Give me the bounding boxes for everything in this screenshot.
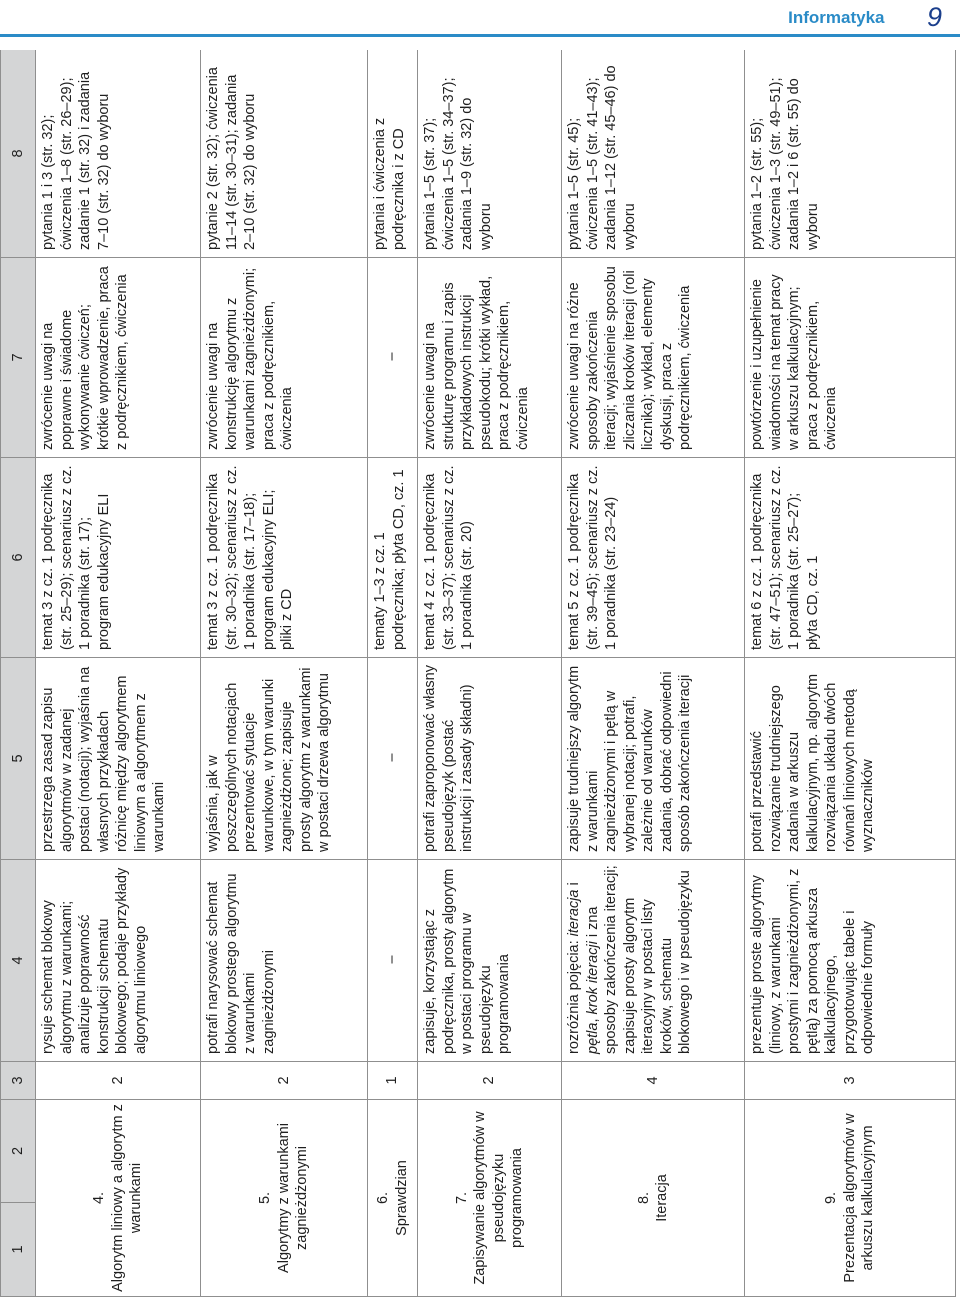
methods-cell: zwrócenie uwagi na poprawne i świadome wykonywanie ćwiczeń; krótkie wprowadzenie, praca z podręcznikiem, ćwiczenia <box>36 258 201 458</box>
hours-cell: 4 <box>562 1062 745 1100</box>
column-header: 8 <box>1 50 36 258</box>
topic-cell <box>562 1100 745 1297</box>
curriculum-table <box>0 50 956 1297</box>
hours-cell: 2 <box>418 1062 562 1100</box>
table-row <box>201 50 368 1297</box>
hours-cell: 3 <box>745 1062 956 1100</box>
topic-cell <box>418 1100 562 1297</box>
requirements-basic-cell: potrafi narysować schemat blokowy prostego algorytmu z warunkami zagnieżdżonymi <box>201 860 368 1062</box>
hours-cell: 2 <box>201 1062 368 1100</box>
requirements-basic-cell: – <box>368 860 418 1062</box>
page-header <box>788 2 942 36</box>
methods-cell: – <box>368 258 418 458</box>
requirements-basic-cell <box>562 860 745 1062</box>
materials-cell: temat 5 z cz. 1 podręcznika (str. 39–45); scenariusz z cz. 1 poradnika (str. 23–24) <box>562 458 745 658</box>
lesson-topic: Algorytmy z warunkami zagnieżdżonymi <box>275 1123 311 1273</box>
rotated-table-container <box>0 50 960 1299</box>
lesson-topic: Sprawdzian <box>393 1160 410 1236</box>
column-header: 7 <box>1 258 36 458</box>
text: i <box>566 882 582 890</box>
text: , <box>584 1018 601 1023</box>
tasks-cell: pytania 1–5 (str. 37); ćwiczenia 1–5 (str. 34–37); zadania 1–9 (str. 32) do wyboru <box>418 50 562 258</box>
text: rozróżnia pojęcia: <box>566 940 582 1054</box>
term: pętla <box>584 1022 601 1054</box>
tasks-cell: pytania 1 i 3 (str. 32); ćwiczenia 1–8 (str. 26–29); zadanie 1 (str. 32) i zadania 7–10 (str. 32) do wyboru <box>36 50 201 258</box>
requirements-basic-cell: prezentuje proste algorytmy (liniowy, z warunkami prostymi i zagnieżdżonymi, z pętlą) za pomocą arkusza kalkulacyjnego, przygotowując tabele i odpowiednie formuły <box>745 860 956 1062</box>
hours-cell: 2 <box>36 1062 201 1100</box>
header-rule <box>0 34 960 37</box>
lesson-number: 6. <box>375 1191 391 1205</box>
topic-cell <box>368 1100 418 1297</box>
materials-cell: temat 3 z cz. 1 podręcznika (str. 30–32); scenariusz z cz. 1 poradnika (str. 17–18); program edukacyjny ELI; pliki z CD <box>201 458 368 658</box>
lesson-topic: Algorytm liniowy a algorytm z warunkami <box>109 1104 145 1292</box>
topic-cell <box>201 1100 368 1297</box>
text: i zna sposoby zakończenia iteracji; zapisuje prosty algorytm iteracyjny w postaci listy kroków, schematu blokowego i w pseudojęzyku <box>584 865 693 1054</box>
requirements-extended-cell: wyjaśnia, jak w poszczególnych notacjach prezentować sytuacje warunkowe, w tym warunki zagnieżdżone; zapisuje prosty algorytm z warunkami w postaci drzewa algorytmu <box>201 658 368 860</box>
tasks-cell: pytania i ćwiczenia z podręcznika i z CD <box>368 50 418 258</box>
materials-cell: tematy 1–3 z cz. 1 podręcznika; płyta CD, cz. 1 <box>368 458 418 658</box>
materials-cell: temat 6 z cz. 1 podręcznika (str. 47–51); scenariusz z cz. 1 poradnika (str. 25–27); płyta CD, cz. 1 <box>745 458 956 658</box>
topic-cell <box>36 1100 201 1297</box>
requirements-extended-cell: potrafi zaproponować własny pseudojęzyk (postać instrukcji i zasady składni) <box>418 658 562 860</box>
lesson-topic: Zapisywanie algorytmów w pseudojęzyku programowania <box>472 1111 525 1285</box>
column-header: 1 <box>1 1203 36 1297</box>
topic-cell <box>745 1100 956 1297</box>
tasks-cell: pytania 1–5 (str. 45); ćwiczenia 1–5 (str. 41–43); zadania 1–12 (str. 45–46) do wyboru <box>562 50 745 258</box>
table-row <box>418 50 562 1297</box>
header-title: Informatyka <box>788 8 885 27</box>
column-header: 5 <box>1 658 36 860</box>
column-header: 3 <box>1 1062 36 1100</box>
hours-cell: 1 <box>368 1062 418 1100</box>
lesson-number: 8. <box>635 1191 652 1205</box>
table-row <box>745 50 956 1297</box>
tasks-cell: pytanie 2 (str. 32); ćwiczenia 11–14 (str. 30–31); zadania 2–10 (str. 32) do wyboru <box>201 50 368 258</box>
page-number: 9 <box>926 2 942 32</box>
column-header: 4 <box>1 860 36 1062</box>
table-row <box>36 50 201 1297</box>
lesson-number: 5. <box>257 1191 274 1205</box>
lesson-number: 9. <box>823 1191 840 1205</box>
methods-cell: zwrócenie uwagi na różne sposoby zakończenia iteracji; wyjaśnienie sposobu zliczania kroków iteracji (roli licznika); wykład, elementy dyskusji, praca z podręcznikiem, ćwiczenia <box>562 258 745 458</box>
methods-cell: powtórzenie i uzupełnienie wiadomości na temat pracy w arkuszu kalkulacyjnym; praca z podręcznikiem, ćwiczenia <box>745 258 956 458</box>
table-row <box>562 50 745 1297</box>
requirements-basic-cell: zapisuje, korzystając z podręcznika, prosty algorytm w postaci programu w pseudojęzyku programowania <box>418 860 562 1062</box>
table-frame <box>0 50 960 1299</box>
requirements-extended-cell: – <box>368 658 418 860</box>
term: iteracja <box>566 889 582 937</box>
requirements-extended-cell: przestrzega zasad zapisu algorytmów w zadanej postaci (notacji); wyjaśnia na własnych przykładach różnicę między algorytmem liniowym a algorytmem z warunkami <box>36 658 201 860</box>
lesson-number: 4. <box>91 1191 108 1205</box>
lesson-number: 7. <box>453 1191 470 1205</box>
header-row <box>1 50 36 1297</box>
table-row <box>368 50 418 1297</box>
lesson-topic: Prezentacja algorytmów w arkuszu kalkulacyjnym <box>841 1113 877 1283</box>
requirements-basic-cell: rysuje schemat blokowy algorytmu z warunkami; analizuje poprawność konstrukcji schematu blokowego; podaje przykłady algorytmu liniowego <box>36 860 201 1062</box>
materials-cell: temat 4 z cz. 1 podręcznika (str. 33–37); scenariusz z cz. 1 poradnika (str. 20) <box>418 458 562 658</box>
column-header: 6 <box>1 458 36 658</box>
term: krok iteracji <box>584 941 601 1015</box>
methods-cell: zwrócenie uwagi na strukturę programu i zapis przykładowych instrukcji pseudokodu; krótki wykład, praca z podręcznikiem, ćwiczenia <box>418 258 562 458</box>
methods-cell: zwrócenie uwagi na konstrukcję algorytmu z warunkami zagnieżdżonymi; praca z podręcznikiem, ćwiczenia <box>201 258 368 458</box>
column-header: 2 <box>1 1100 36 1203</box>
requirements-extended-cell: potrafi przedstawić rozwiązanie trudniejszego zadania w arkuszu kalkulacyjnym, np. algorytm rozwiązania układu dwóch równań liniowych metodą wyznaczników <box>745 658 956 860</box>
materials-cell: temat 3 z cz. 1 podręcznika (str. 25–29); scenariusz z cz. 1 poradnika (str. 17); program edukacyjny ELI <box>36 458 201 658</box>
requirements-extended-cell: zapisuje trudniejszy algorytm z warunkami zagnieżdżonymi i pętlą w wybranej notacji; potrafi, zależnie od warunków zadania, dobrać odpowiedni sposób zakończenia iteracji <box>562 658 745 860</box>
lesson-topic: Iteracja <box>654 1174 670 1222</box>
tasks-cell: pytania 1–2 (str. 55); ćwiczenia 1–3 (str. 49–51); zadania 1–2 i 6 (str. 55) do wyboru <box>745 50 956 258</box>
